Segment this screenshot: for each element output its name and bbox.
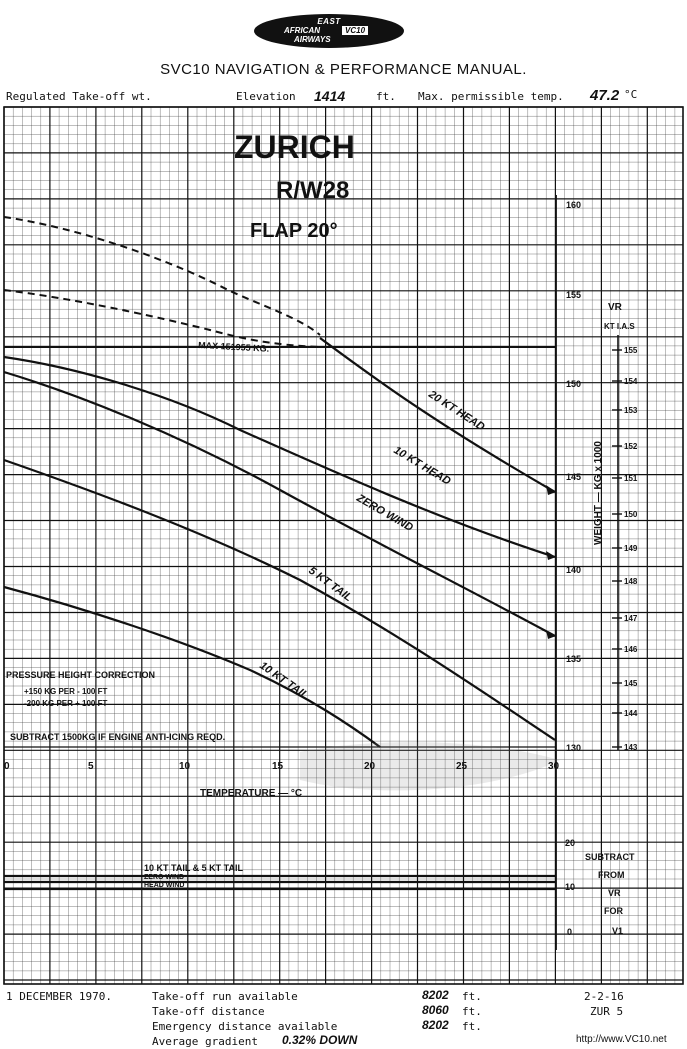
- weight-tick: 140: [566, 565, 582, 575]
- elevation-label: Elevation: [236, 90, 296, 103]
- max-weight-label: MAX 151955 KG.: [197, 340, 270, 354]
- emergency-distance-label: Emergency distance available: [152, 1020, 338, 1033]
- vr-tick: 149: [624, 544, 638, 553]
- vr-tick: 147: [624, 614, 638, 623]
- weight-tick: 130: [566, 743, 582, 753]
- vr-tick: 150: [624, 510, 638, 519]
- curve-label-10kt-tail: 10 KT TAIL: [257, 659, 311, 702]
- gradient-label: Average gradient: [152, 1035, 258, 1048]
- logo-line-4: VC10: [342, 26, 368, 35]
- x-tick: 30: [548, 761, 560, 772]
- lower-line-label-head: HEAD WIND: [144, 882, 185, 889]
- max-temp-label: Max. permissible temp.: [418, 90, 564, 103]
- subtract-note-3: VR: [608, 888, 621, 898]
- pressure-correction-line-2: -200 KG PER + 100 FT: [24, 699, 108, 708]
- x-tick: 0: [4, 761, 10, 772]
- vr-tick: 154: [624, 377, 638, 386]
- logo-line-1: EAST: [317, 17, 341, 26]
- takeoff-distance-label: Take-off distance: [152, 1005, 265, 1018]
- vr-tick: 153: [624, 406, 638, 415]
- weight-tick: 150: [566, 379, 582, 389]
- subtract-note-5: V1: [612, 926, 624, 936]
- weight-axis-label: WEIGHT — KG x 1000: [593, 441, 604, 545]
- subtract-note-1: SUBTRACT: [585, 852, 635, 862]
- weight-tick: 145: [566, 472, 582, 482]
- max-temp-value: 47.2: [590, 87, 620, 104]
- x-tick: 5: [88, 761, 94, 772]
- subtract-note-2: FROM: [598, 870, 625, 880]
- takeoff-run-value: 8202: [422, 988, 449, 1002]
- source-url[interactable]: http://www.VC10.net: [576, 1034, 667, 1045]
- lower-line-label-tail: 10 KT TAIL & 5 KT TAIL: [144, 863, 244, 873]
- page-code: 2-2-16: [584, 990, 624, 1003]
- x-tick: 20: [364, 761, 376, 772]
- vr-tick: 155: [624, 346, 638, 355]
- vr-tick: 148: [624, 577, 638, 586]
- vr-tick: 152: [624, 442, 638, 451]
- pressure-correction-title: PRESSURE HEIGHT CORRECTION: [6, 670, 156, 680]
- vr-tick: 146: [624, 645, 638, 654]
- vr-tick: 151: [624, 474, 638, 483]
- unit-1: ft.: [462, 990, 482, 1003]
- unit-2: ft.: [462, 1005, 482, 1018]
- max-temp-unit: °C: [624, 88, 638, 101]
- curve-label-zero-wind: ZERO WIND: [354, 492, 416, 535]
- chart-runway: R/W28: [276, 177, 350, 204]
- chart-title: ZURICH: [234, 129, 355, 165]
- vr-tick: 145: [624, 679, 638, 688]
- elevation-value: 1414: [314, 88, 346, 104]
- page-reference: ZUR 5: [590, 1005, 624, 1018]
- curve-label-20kt-head: 20 KT HEAD: [426, 388, 487, 434]
- anti-icing-note: SUBTRACT 1500KG IF ENGINE ANTI-ICING REQD.: [10, 732, 226, 742]
- x-tick: 25: [456, 761, 468, 772]
- weight-tick: 160: [566, 200, 582, 210]
- vr-tick: 144: [624, 709, 638, 718]
- lower-line-label-zero: ZERO WIND: [144, 874, 185, 881]
- logo-line-2: AFRICAN: [284, 26, 320, 35]
- x-tick: 10: [179, 761, 191, 772]
- takeoff-distance-value: 8060: [422, 1003, 449, 1017]
- weight-tick: 135: [566, 654, 582, 664]
- vr-tick: 143: [624, 743, 638, 752]
- curve-label-5kt-tail: 5 KT TAIL: [306, 564, 355, 605]
- elevation-unit: ft.: [376, 90, 396, 103]
- gradient-value: 0.32% DOWN: [282, 1033, 358, 1047]
- manual-title: SVC10 NAVIGATION & PERFORMANCE MANUAL.: [160, 61, 527, 78]
- vr-heading-units: KT I.A.S: [604, 322, 635, 331]
- curve-label-10kt-head: 10 KT HEAD: [391, 444, 453, 488]
- x-tick: 15: [272, 761, 284, 772]
- unit-3: ft.: [462, 1020, 482, 1033]
- major-grid: [4, 107, 683, 984]
- logo-line-3: AIRWAYS: [294, 35, 331, 44]
- lower-tick: 0: [567, 927, 573, 937]
- weight-tick: 155: [566, 290, 582, 300]
- vr-heading: VR: [608, 302, 622, 313]
- subtract-note-4: FOR: [604, 906, 623, 916]
- takeoff-run-label: Take-off run available: [152, 990, 298, 1003]
- pressure-correction-line-1: +150 KG PER - 100 FT: [24, 687, 108, 696]
- emergency-distance-value: 8202: [422, 1018, 449, 1032]
- issue-date: 1 DECEMBER 1970.: [6, 990, 112, 1003]
- regulated-weight-label: Regulated Take-off wt.: [6, 90, 152, 103]
- curve-10kt-tail: [4, 587, 380, 747]
- x-axis-label: TEMPERATURE — °C: [200, 788, 303, 799]
- minor-grid: [4, 107, 683, 984]
- lower-tick: 20: [565, 838, 576, 848]
- lower-tick: 10: [565, 882, 576, 892]
- chart-flap: FLAP 20°: [250, 220, 338, 242]
